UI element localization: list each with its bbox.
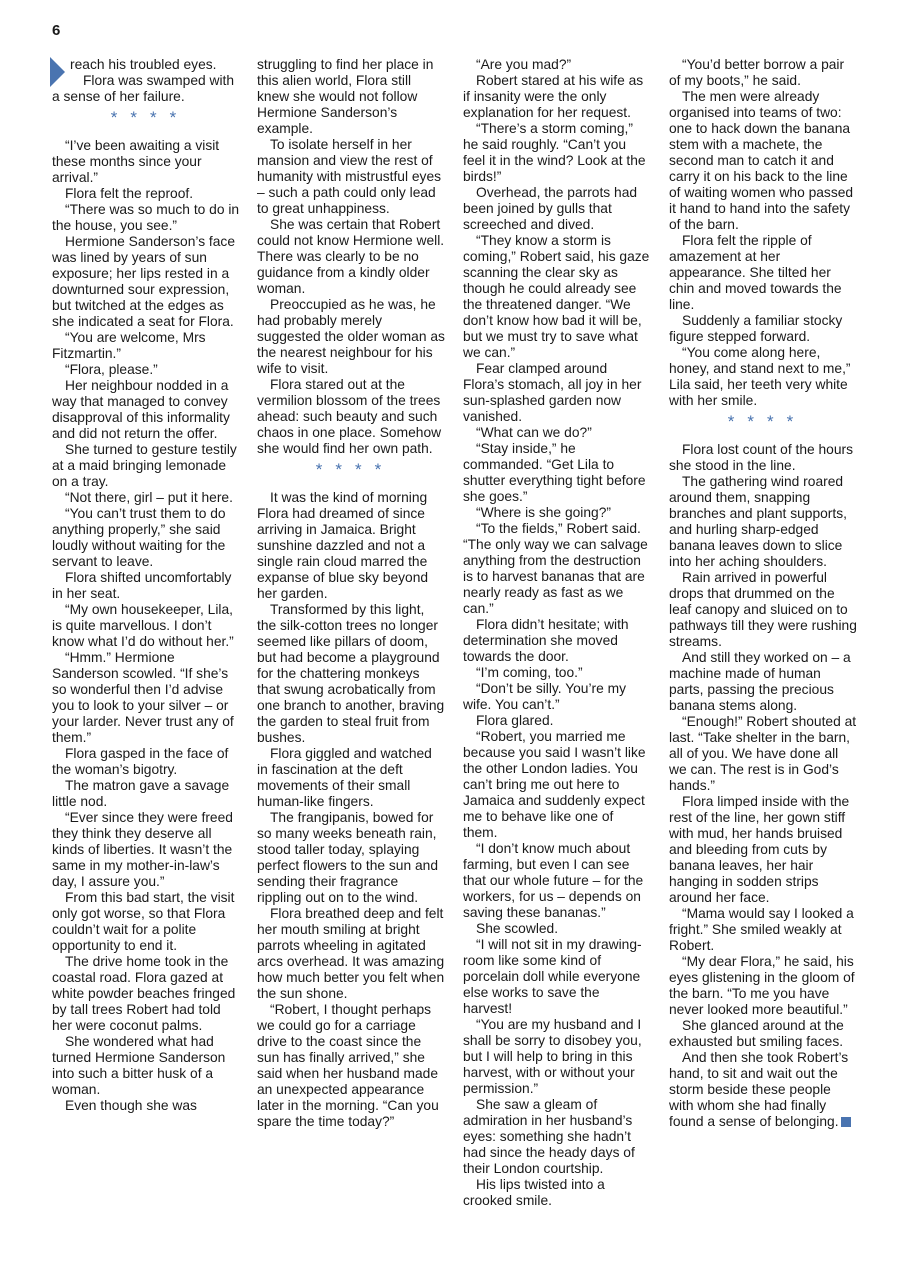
paragraph [669,794,857,906]
paragraph [257,906,445,1002]
paragraph-text: “You are my husband and I shall be sorry to disobey you, but I will help to bring in this harvest, with or without your permission.” [463,1017,642,1096]
paragraph-text: The men were already organised into teams of two: one to hack down the banana stem with a machete, the second man to catch it and carry it on his back to the line of waiting women who passed it hand to hand into the safety of the barn. [669,89,854,232]
paragraph [52,138,240,186]
paragraph [257,490,445,602]
paragraph-text: She was certain that Robert could not know Hermione well. There was clearly to be no guidance from a kindly older woman. [257,217,445,296]
paragraph [257,746,445,810]
paragraph-text: “There’s a storm coming,” he said roughly. “Can’t you feel it in the wind? Look at the birds!” [463,121,646,184]
paragraph [463,937,651,1017]
paragraph-text: Flora shifted uncomfortably in her seat. [52,570,232,601]
paragraph-text: “Flora, please.” [65,362,158,377]
paragraph [257,297,445,377]
paragraph [257,217,445,297]
paragraph-text: Even though she was [65,1098,197,1113]
paragraph-text: Overhead, the parrots had been joined by gulls that screeched and dived. [463,185,638,232]
paragraph [669,89,857,233]
paragraph [463,441,651,505]
paragraph [463,361,651,425]
paragraph-text: Her neighbour nodded in a way that managed to convey disapproval of this informality and did not return the offer. [52,378,230,441]
paragraph [52,378,240,442]
paragraph [52,362,240,378]
paragraph-text: Rain arrived in powerful drops that drummed on the leaf canopy and sluiced on to pathways till they were rushing streams. [669,570,857,649]
end-of-story-icon [841,1117,851,1127]
paragraph [463,185,651,233]
text-column-1 [52,57,240,1114]
paragraph [669,474,857,570]
paragraph [669,345,857,409]
paragraph [52,57,240,73]
paragraph-text: Suddenly a familiar stocky figure stepped forward. [669,313,843,344]
paragraph-text: “Where is she going?” [476,505,611,520]
paragraph-text: Flora lost count of the hours she stood in the line. [669,442,854,473]
paragraph-text: “I’ve been awaiting a visit these months since your arrival.” [52,138,220,185]
paragraph-text: “To the fields,” Robert said. “The only way we can salvage anything from the destruction is to harvest bananas that are nearly ready as fast as we can.” [463,521,648,616]
paragraph-text: “Robert, you married me because you said I wasn’t like the other London ladies. You can’t bring me out here to Jamaica and suddenly expect me to behave like one of them. [463,729,646,840]
paragraph-text: The gathering wind roared around them, snapping branches and plant supports, and hurling sharp-edged banana leaves down to slice into her aching shoulders. [669,474,847,569]
paragraph [463,521,651,617]
paragraph [52,73,240,105]
continued-arrow-icon [50,57,65,87]
paragraph-text: And then she took Robert’s hand, to sit and wait out the storm beside these people with whom she had finally found a sense of belonging. [669,1050,849,1129]
paragraph [463,665,651,681]
paragraph [52,202,240,234]
paragraph-text: Flora was swamped with a sense of her failure. [52,73,235,104]
text-column-3 [463,57,651,1209]
paragraph [52,506,240,570]
paragraph-text: The drive home took in the coastal road. Flora gazed at white powder beaches fringed by tall trees Robert had told her were coconut palms. [52,954,236,1033]
paragraph [669,714,857,794]
paragraph-text: “My dear Flora,” he said, his eyes glistening in the gloom of the barn. “To me you have never looked more beautiful.” [669,954,855,1017]
paragraph [463,505,651,521]
paragraph-text: Flora felt the ripple of amazement at her appearance. She tilted her chin and moved towards the line. [669,233,842,312]
paragraph [669,650,857,714]
paragraph-text: “There was so much to do in the house, you see.” [52,202,240,233]
paragraph-text: She glanced around at the exhausted but smiling faces. [669,1018,844,1049]
paragraph [463,1097,651,1177]
paragraph-text: Flora felt the reproof. [65,186,194,201]
paragraph [257,377,445,457]
paragraph [52,602,240,650]
paragraph-text: Preoccupied as he was, he had probably merely suggested the older woman as the nearest neighbour for his wife to visit. [257,297,445,376]
paragraph [52,1098,240,1114]
paragraph-text: Flora didn’t hesitate; with determination she moved towards the door. [463,617,629,664]
paragraph [52,442,240,490]
paragraph-text: Flora stared out at the vermilion blossom of the trees ahead: such beauty and such chaos in one place. Somehow she would find her own path. [257,377,442,456]
paragraph [52,890,240,954]
paragraph-text: She turned to gesture testily at a maid bringing lemonade on a tray. [52,442,237,489]
paragraph-text: She scowled. [476,921,559,936]
paragraph [669,954,857,1018]
page-number: 6 [52,22,61,39]
paragraph [669,313,857,345]
paragraph-text: “What can we do?” [476,425,592,440]
paragraph [257,57,445,137]
paragraph-text: reach his troubled eyes. [70,57,217,72]
paragraph [52,186,240,202]
paragraph-text: It was the kind of morning Flora had dreamed of since arriving in Jamaica. Bright sunshine dazzled and not a single rain cloud marred the expanse of blue sky beyond her garden. [257,490,429,601]
paragraph-text: Flora gasped in the face of the woman’s bigotry. [52,746,229,777]
paragraph [52,954,240,1034]
paragraph [463,425,651,441]
paragraph [669,1018,857,1050]
paragraph-text: struggling to find her place in this alien world, Flora still knew she would not follow Hermione Sanderson’s example. [257,57,434,136]
paragraph [463,681,651,713]
paragraph-text: “My own housekeeper, Lila, is quite marvellous. I don’t know what I’d do without her.” [52,602,234,649]
paragraph [669,57,857,89]
paragraph-text: “Stay inside,” he commanded. “Get Lila to shutter everything tight before she goes.” [463,441,646,504]
paragraph-text: Flora glared. [476,713,554,728]
paragraph [52,234,240,330]
paragraph-text: Transformed by this light, the silk-cotton trees no longer seemed like pillars of doom, but had become a playground for the chattering monkeys that swung acrobatically from one branch to another, braving the garden to steal fruit from bushes. [257,602,445,745]
paragraph [52,650,240,746]
scene-break: **** [315,460,395,479]
paragraph-text: Flora giggled and watched in fascination at the deft movements of their small human-like fingers. [257,746,432,809]
text-column-2 [257,57,445,1130]
paragraph [257,137,445,217]
paragraph [52,810,240,890]
paragraph [669,233,857,313]
paragraph-text: The matron gave a savage little nod. [52,778,230,809]
paragraph-text: She wondered what had turned Hermione Sanderson into such a bitter husk of a woman. [52,1034,226,1097]
paragraph [463,1017,651,1097]
paragraph [463,729,651,841]
paragraph-text: “You are welcome, Mrs Fitzmartin.” [52,330,206,361]
text-column-4 [669,57,857,1130]
paragraph-text: Flora breathed deep and felt her mouth smiling at bright parrots wheeling in agitated arcs overhead. It was amazing how much better you felt when the sun shone. [257,906,445,1001]
paragraph-text: “Are you mad?” [476,57,572,72]
paragraph [669,1050,857,1130]
paragraph [257,1002,445,1130]
paragraph-text: Fear clamped around Flora’s stomach, all joy in her sun-splashed garden now vanished. [463,361,642,424]
paragraph [52,570,240,602]
paragraph [52,490,240,506]
paragraph-text: His lips twisted into a crooked smile. [463,1177,605,1208]
paragraph-text: Robert stared at his wife as if insanity were the only explanation for her request. [463,73,644,120]
paragraph [463,233,651,361]
paragraph-text: “You come along here, honey, and stand next to me,” Lila said, her teeth very white with her smile. [669,345,851,408]
scene-break: **** [727,412,807,431]
paragraph-text: “They know a storm is coming,” Robert said, his gaze scanning the clear sky as though he could already see the threatened danger. “We don’t know how bad it will be, but we must try to save what we can.” [463,233,650,360]
paragraph-text: “I don’t know much about farming, but even I can see that our whole future – for the workers, for us – depends on saving these bananas.” [463,841,644,920]
paragraph-text: “You’d better borrow a pair of my boots,” he said. [669,57,845,88]
paragraph [669,906,857,954]
paragraph [52,746,240,778]
paragraph-text: “Robert, I thought perhaps we could go for a carriage drive to the coast since the sun has finally arrived,” she said when her husband made an unexpected appearance later in the morning. “Can you spare the time today?” [257,1002,439,1129]
paragraph [257,602,445,746]
paragraph-text: “Enough!” Robert shouted at last. “Take shelter in the barn, all of you. We have done all we can. The rest is in God’s hands.” [669,714,857,793]
paragraph-text: “I will not sit in my drawing-room like some kind of porcelain doll while everyone else works to save the harvest! [463,937,642,1016]
paragraph [257,810,445,906]
paragraph-text: And still they worked on – a machine made of human parts, passing the precious banana stems along. [669,650,851,713]
paragraph [52,330,240,362]
paragraph-text: Hermione Sanderson’s face was lined by years of sun exposure; her lips rested in a downturned sour expression, but twitched at the edges as she indicated a seat for Flora. [52,234,236,329]
paragraph [669,570,857,650]
paragraph-text: She saw a gleam of admiration in her husband’s eyes: something she hadn’t had since the heady days of their London courtship. [463,1097,635,1176]
paragraph-text: “I’m coming, too.” [476,665,583,680]
paragraph [463,713,651,729]
paragraph-text: “Don’t be silly. You’re my wife. You can’t.” [463,681,627,712]
paragraph-text: “Not there, girl – put it here. [65,490,233,505]
paragraph [463,121,651,185]
paragraph [463,921,651,937]
paragraph-text: The frangipanis, bowed for so many weeks beneath rain, stood taller today, splaying perfect flowers to the sun and sending their fragrance rippling out on to the wind. [257,810,438,905]
paragraph-text: From this bad start, the visit only got worse, so that Flora couldn’t wait for a polite opportunity to end it. [52,890,235,953]
paragraph-text: Flora limped inside with the rest of the line, her gown stiff with mud, her hands bruised and bleeding from cuts by banana leaves, her hair hanging in sodden strips around her face. [669,794,850,905]
paragraph [463,617,651,665]
paragraph [463,841,651,921]
paragraph-text: “Ever since they were freed they think they deserve all kinds of liberties. It wasn’t the same in my mother-in-law’s day, I assure you.” [52,810,233,889]
paragraph [52,1034,240,1098]
paragraph [52,778,240,810]
paragraph-text: To isolate herself in her mansion and view the rest of humanity with mistrustful eyes – such a path could only lead to great unhappiness. [257,137,442,216]
paragraph [463,73,651,121]
scene-break: **** [110,108,190,127]
paragraph [463,1177,651,1209]
paragraph-text: “You can’t trust them to do anything properly,” she said loudly without waiting for the servant to leave. [52,506,226,569]
paragraph-text: “Hmm.” Hermione Sanderson scowled. “If she’s so wonderful then I’d advise you to look to your silver – or your larder. Never trust any of them.” [52,650,234,745]
paragraph [669,442,857,474]
paragraph-text: “Mama would say I looked a fright.” She smiled weakly at Robert. [669,906,854,953]
paragraph [463,57,651,73]
